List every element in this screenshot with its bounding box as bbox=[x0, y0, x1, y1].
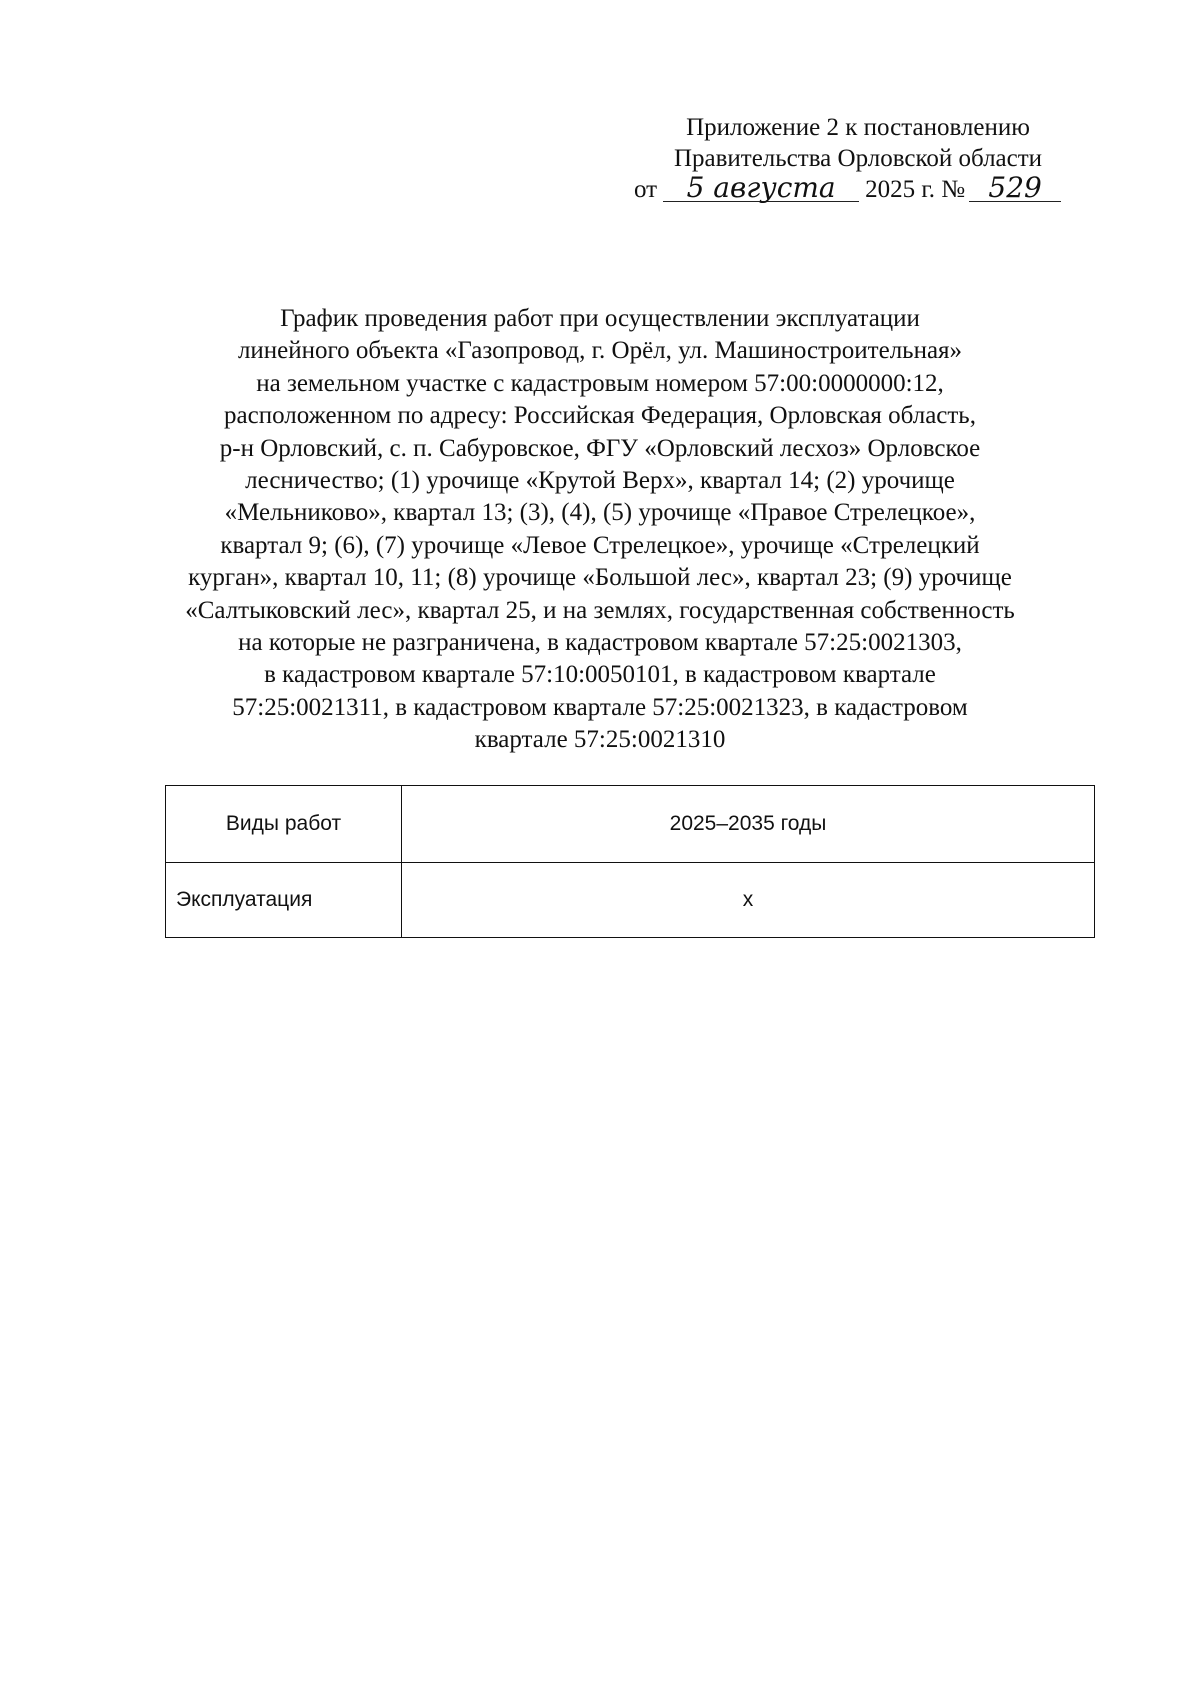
title-line: лесничество; (1) урочище «Крутой Верх», квартал 14; (2) урочище bbox=[245, 467, 955, 495]
header-cell-period: 2025–2035 годы bbox=[402, 786, 1095, 863]
title-line: в кадастровом квартале 57:10:0050101, в кадастровом квартале bbox=[264, 661, 936, 689]
title-line: квартале 57:25:0021310 bbox=[474, 726, 726, 754]
table-header-row bbox=[166, 786, 1095, 863]
title-line: «Салтыковский лес», квартал 25, и на землях, государственная собственность bbox=[185, 596, 1015, 624]
title-line: на которые не разграничена, в кадастровом квартале 57:25:0021303, bbox=[238, 629, 962, 657]
header-cell-work-types: Виды работ bbox=[166, 786, 402, 863]
title-line: курган», квартал 10, 11; (8) урочище «Большой лес», квартал 23; (9) урочище bbox=[188, 564, 1012, 592]
title-line: на земельном участке с кадастровым номером 57:00:0000000:12, bbox=[256, 369, 944, 397]
handwritten-number: 529 bbox=[969, 175, 1061, 202]
date-prefix: от bbox=[634, 176, 658, 203]
resolution-date-line bbox=[628, 171, 1088, 205]
title-line: 57:25:0021311, в кадастровом квартале 57:25:0021323, в кадастровом bbox=[232, 693, 968, 721]
cell-period-mark: х bbox=[402, 863, 1095, 938]
title-line: График проведения работ при осуществлении эксплуатации bbox=[280, 305, 920, 332]
handwritten-date: 5 августа bbox=[663, 175, 859, 202]
works-schedule-table bbox=[165, 785, 1095, 938]
appendix-line-2: Правительства Орловской области bbox=[673, 145, 1043, 172]
title-line: расположенном по адресу: Российская Федерация, Орловская область, bbox=[224, 402, 976, 430]
title-line: линейного объекта «Газопровод, г. Орёл, ул. Машиностроительная» bbox=[237, 337, 963, 365]
document-title bbox=[150, 303, 1050, 757]
title-line: квартал 9; (6), (7) урочище «Левое Стрелецкое», урочище «Стрелецкий bbox=[220, 531, 980, 559]
appendix-header bbox=[628, 112, 1088, 205]
cell-work-type: Эксплуатация bbox=[166, 863, 402, 938]
table-row bbox=[166, 863, 1095, 938]
title-line: р-н Орловский, с. п. Сабуровское, ФГУ «Орловский лесхоз» Орловское bbox=[219, 434, 981, 462]
appendix-line-1: Приложение 2 к постановлению bbox=[686, 114, 1030, 141]
title-line: «Мельниково», квартал 13; (3), (4), (5) урочище «Правое Стрелецкое», bbox=[224, 499, 976, 527]
year-number-label: 2025 г. № bbox=[865, 176, 966, 203]
